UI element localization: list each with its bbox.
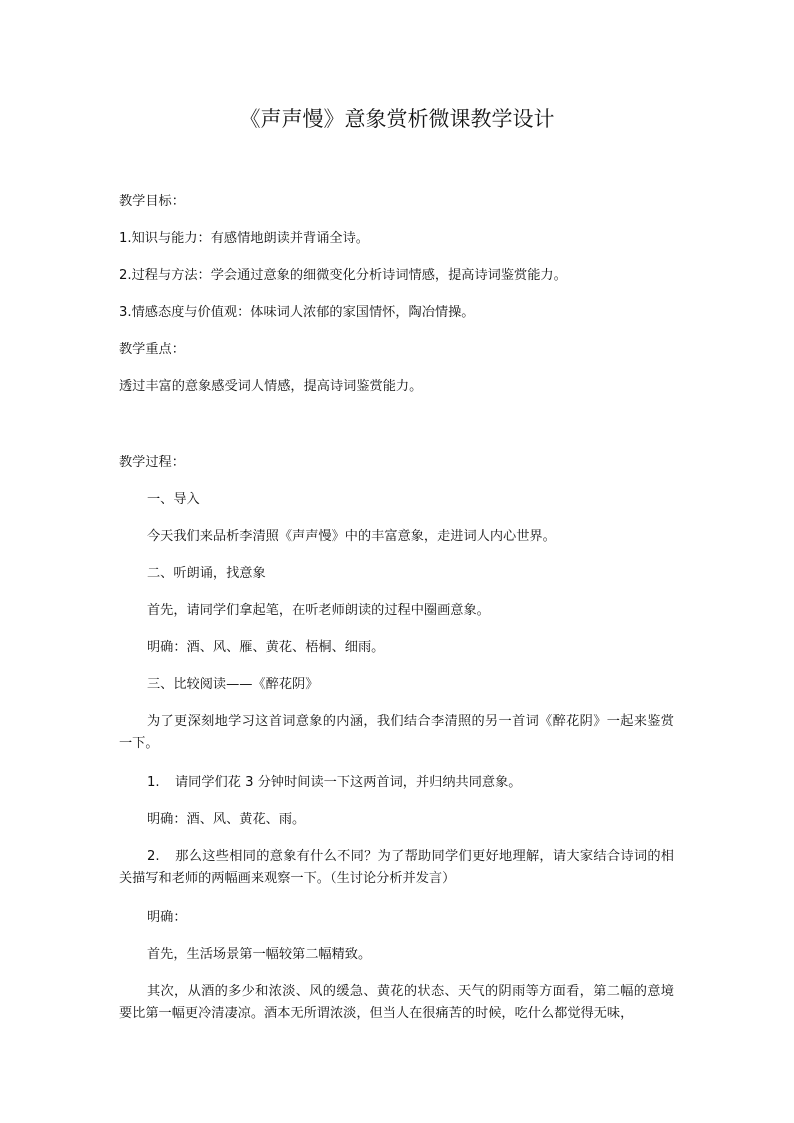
section-3-heading: 三、比较阅读——《醉花阴》 (147, 677, 319, 692)
list-item-1 (147, 772, 521, 794)
section-1-heading: 一、导入 (147, 492, 200, 507)
focus-heading: 教学重点： (119, 342, 185, 357)
section-2-heading: 二、听朗诵，找意象 (147, 566, 266, 581)
list-item-1-text: 请同学们花 3 分钟时间读一下这两首词，并归纳共同意象。 (175, 775, 522, 790)
section-3-intro: 为了更深刻地学习这首词意象的内涵，我们结合李清照的另一首词《醉花阴》一起来鉴赏一下。 (119, 714, 674, 751)
document-title: 《声声慢》意象赏析微课教学设计 (239, 107, 555, 131)
section-1-text: 今天我们来品析李清照《声声慢》中的丰富意象，走进词人内心世界。 (147, 529, 556, 544)
list-item-2-answer-label: 明确： (147, 910, 187, 925)
list-item-2-text: 那么这些相同的意象有什么不同？为了帮助同学们更好地理解，请大家结合诗词的相关描写和老师的两幅画来观察一下。（生讨论分析并发言） (119, 849, 674, 886)
focus-text: 透过丰富的意象感受词人情感，提高诗词鉴赏能力。 (119, 379, 423, 394)
section-2-answer: 明确：酒、风、雁、黄花、梧桐、细雨。 (147, 640, 385, 655)
list-item-2-number: 2. (147, 849, 160, 864)
list-item-2 (119, 846, 674, 890)
goals-heading: 教学目标： (119, 194, 185, 209)
paragraph-first: 首先，生活场景第一幅较第二幅精致。 (147, 947, 372, 962)
goal-3: 3.情感态度与价值观：体味词人浓郁的家国情怀，陶冶情操。 (119, 305, 475, 320)
section-2-text: 首先，请同学们拿起笔，在听老师朗读的过程中圈画意象。 (147, 603, 490, 618)
goal-1: 1.知识与能力：有感情地朗读并背诵全诗。 (119, 231, 369, 246)
list-item-1-number: 1. (147, 775, 160, 790)
goal-2: 2.过程与方法：学会通过意象的细微变化分析诗词情感，提高诗词鉴赏能力。 (119, 268, 567, 283)
paragraph-second: 其次，从酒的多少和浓淡、风的缓急、黄花的状态、天气的阴雨等方面看，第二幅的意境要比第一幅更冷清凄凉。酒本无所谓浓淡，但当人在很痛苦的时候，吃什么都觉得无味， (119, 984, 674, 1021)
list-item-1-answer: 明确：酒、风、黄花、雨。 (147, 812, 306, 827)
process-heading: 教学过程： (119, 455, 185, 470)
